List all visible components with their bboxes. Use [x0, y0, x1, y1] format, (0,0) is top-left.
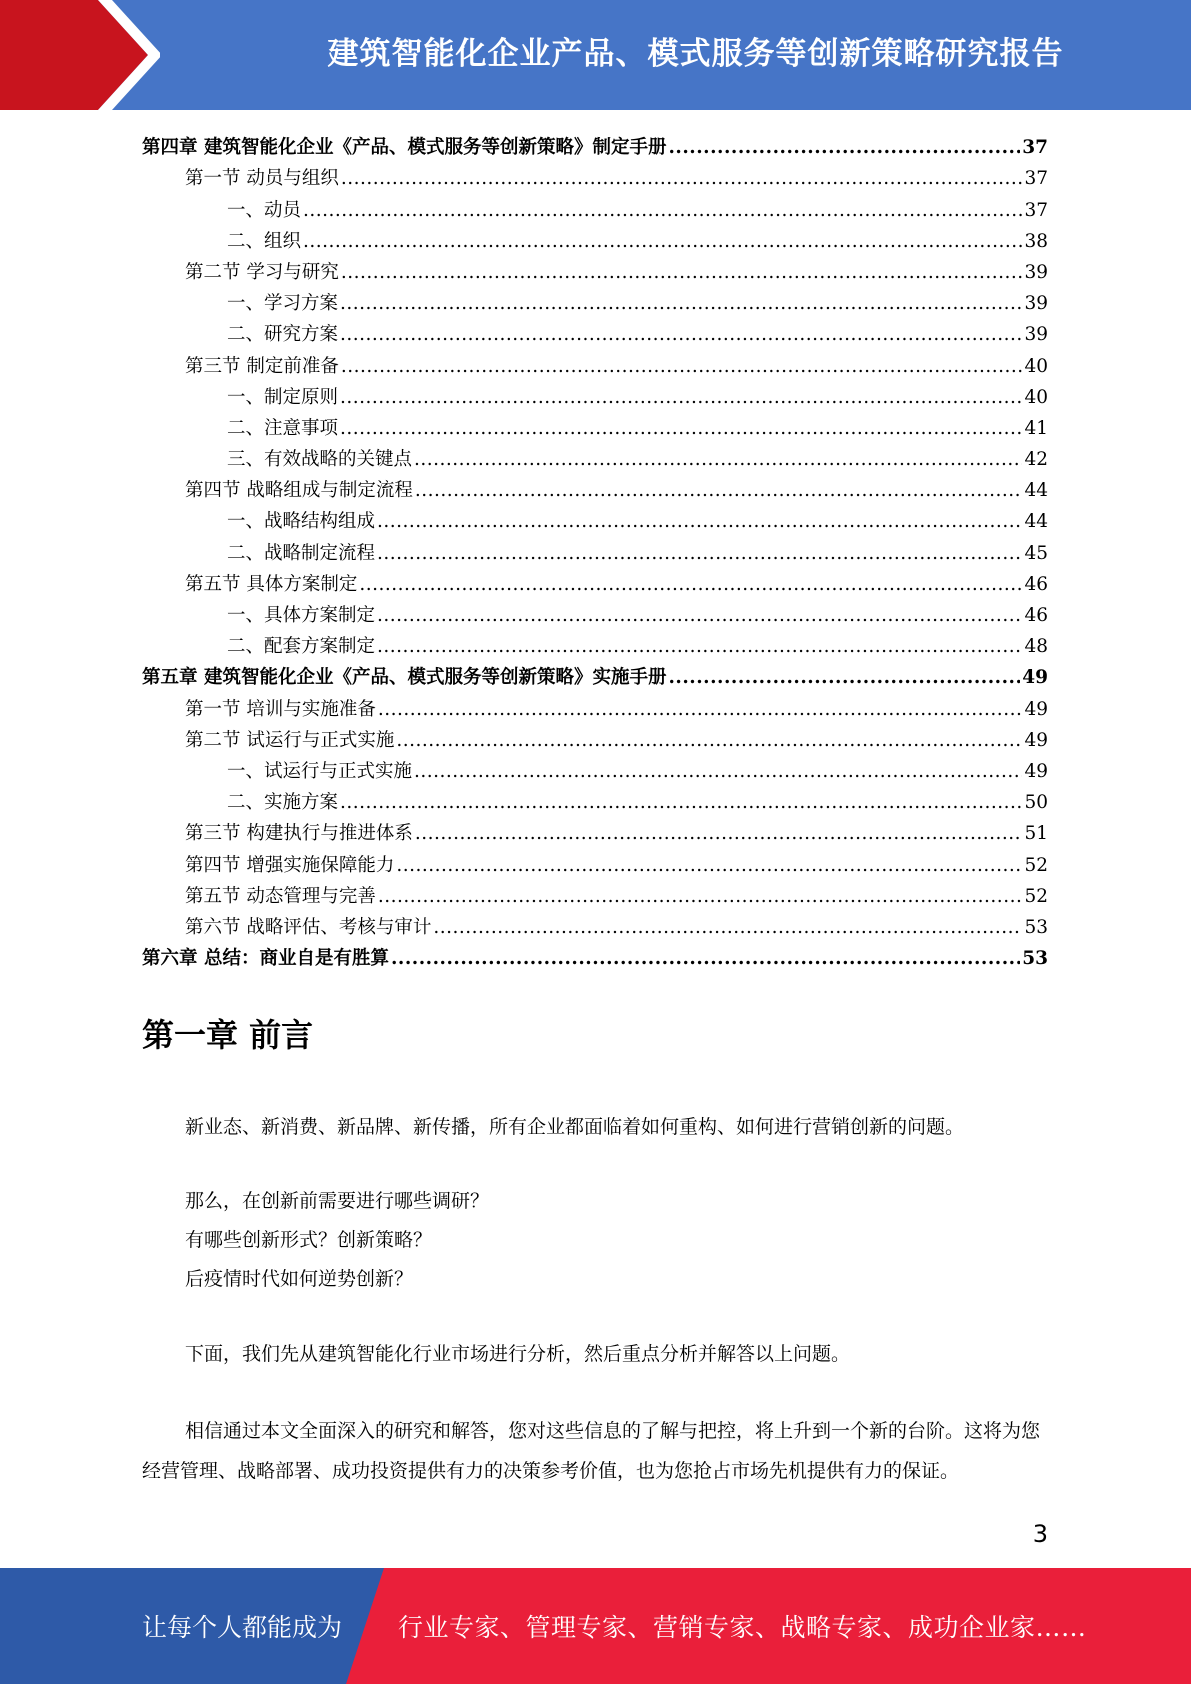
question-line: 后疫情时代如何逆势创新？ [185, 1268, 414, 1290]
toc-dot-leader [378, 699, 1023, 721]
toc-page-number: 49 [1024, 760, 1048, 782]
toc-entry-title: 二、战略制定流程 [227, 542, 376, 564]
toc-entry-title: 第六章 总结：商业自是有胜算 [142, 948, 389, 970]
toc-entry-title: 第二节 试运行与正式实施 [185, 729, 395, 751]
toc-dot-leader [303, 231, 1022, 253]
toc-dot-leader [415, 823, 1023, 845]
toc-entry-title: 第一节 培训与实施准备 [185, 698, 376, 720]
toc-subsection-entry[interactable] [142, 752, 1048, 783]
toc-entry-title: 一、战略结构组成 [227, 511, 376, 533]
toc-entry-title: 二、配套方案制定 [227, 636, 376, 658]
toc-entry-title: 二、研究方案 [227, 324, 339, 346]
toc-page-number: 52 [1024, 854, 1048, 876]
intro-paragraph: 新业态、新消费、新品牌、新传播，所有企业都面临着如何重构、如何进行营销创新的问题。 [185, 1116, 965, 1138]
toc-entry-title: 第四节 增强实施保障能力 [185, 854, 395, 876]
toc-entry-title: 第五章 建筑智能化企业《产品、模式服务等创新策略》实施手册 [142, 667, 667, 689]
toc-subsection-entry[interactable] [142, 409, 1048, 440]
toc-chapter-entry[interactable] [142, 658, 1048, 689]
page-footer [0, 1568, 1191, 1684]
toc-page-number: 51 [1024, 823, 1048, 845]
toc-dot-leader [414, 449, 1022, 471]
toc-entry-title: 二、注意事项 [227, 417, 339, 439]
toc-entry-title: 一、具体方案制定 [227, 605, 376, 626]
toc-entry-title: 一、试运行与正式实施 [227, 760, 413, 782]
toc-page-number: 49 [1024, 698, 1048, 720]
toc-page-number: 49 [1022, 667, 1048, 689]
toc-dot-leader [340, 387, 1022, 409]
toc-page-number: 53 [1024, 916, 1048, 938]
toc-section-entry[interactable] [142, 689, 1048, 720]
toc-page-number: 48 [1024, 636, 1048, 658]
toc-subsection-entry[interactable] [142, 284, 1048, 315]
toc-page-number: 37 [1022, 137, 1048, 159]
question-line: 有哪些创新形式？创新策略？ [185, 1229, 433, 1251]
toc-entry-title: 第四章 建筑智能化企业《产品、模式服务等创新策略》制定手册 [142, 137, 667, 159]
toc-entry-title: 一、学习方案 [227, 293, 339, 315]
toc-page-number: 42 [1024, 449, 1048, 471]
toc-entry-title: 第六节 战略评估、考核与审计 [185, 916, 432, 938]
toc-page-number: 39 [1024, 293, 1048, 315]
toc-dot-leader [377, 543, 1022, 565]
toc-page-number: 53 [1022, 948, 1048, 970]
toc-section-entry[interactable] [142, 253, 1048, 284]
page-header [0, 0, 1191, 110]
toc-entry-title: 第二节 学习与研究 [185, 261, 339, 283]
toc-entry-title: 一、制定原则 [227, 386, 339, 408]
header-title: 建筑智能化企业产品、模式服务等创新策略研究报告 [327, 35, 1064, 72]
toc-dot-leader [668, 137, 1020, 159]
toc-page-number: 39 [1024, 324, 1048, 346]
page-number: 3 [1032, 1520, 1048, 1548]
toc-dot-leader [396, 730, 1022, 752]
toc-entry-title: 二、实施方案 [227, 792, 339, 814]
toc-section-entry[interactable] [142, 346, 1048, 377]
toc-page-number: 40 [1024, 355, 1048, 377]
analysis-paragraph: 下面，我们先从建筑智能化行业市场进行分析，然后重点分析并解答以上问题。 [185, 1343, 851, 1365]
conclusion-paragraph: 相信通过本文全面深入的研究和解答，您对这些信息的了解与把控，将上升到一个新的台阶。这将为您经营管理、战略部署、成功投资提供有力的决策参考价值，也为您抢占市场先机提供有力的保证。 [142, 1420, 1041, 1482]
toc-dot-leader [415, 480, 1023, 502]
toc-dot-leader [391, 948, 1020, 970]
toc-dot-leader [341, 262, 1023, 284]
toc-subsection-entry[interactable] [142, 502, 1048, 533]
toc-chapter-entry[interactable] [142, 128, 1048, 159]
toc-section-entry[interactable] [142, 565, 1048, 596]
toc-entry-title: 二、组织 [227, 230, 302, 252]
toc-page-number: 37 [1024, 199, 1048, 221]
toc-entry-title: 第五节 具体方案制定 [185, 573, 358, 595]
toc-section-entry[interactable] [142, 471, 1048, 502]
toc-page-number: 45 [1024, 542, 1048, 564]
toc-section-entry[interactable] [142, 721, 1048, 752]
toc-page-number: 41 [1024, 417, 1048, 439]
toc-subsection-entry[interactable] [142, 222, 1048, 253]
toc-dot-leader [340, 418, 1022, 440]
toc-subsection-entry[interactable] [142, 783, 1048, 814]
toc-dot-leader [340, 792, 1022, 814]
toc-page-number: 44 [1024, 511, 1048, 533]
toc-dot-leader [433, 917, 1022, 939]
toc-subsection-entry[interactable] [142, 440, 1048, 471]
toc-section-entry[interactable] [142, 814, 1048, 845]
table-of-contents [142, 128, 1048, 970]
toc-chapter-entry[interactable] [142, 939, 1048, 970]
toc-dot-leader [668, 667, 1020, 689]
toc-subsection-entry[interactable] [142, 596, 1048, 627]
toc-page-number: 50 [1024, 792, 1048, 814]
toc-dot-leader [378, 886, 1023, 908]
chapter-title: 第一章 前言 [142, 1016, 314, 1054]
toc-page-number: 46 [1024, 573, 1048, 595]
toc-dot-leader [377, 511, 1022, 533]
footer-slogan-right: 行业专家、管理专家、营销专家、战略专家、成功企业家…… [398, 1613, 1087, 1642]
toc-subsection-entry[interactable] [142, 627, 1048, 658]
toc-entry-title: 一、动员 [227, 199, 302, 221]
toc-page-number: 46 [1024, 605, 1048, 626]
toc-section-entry[interactable] [142, 159, 1048, 190]
toc-page-number: 37 [1024, 168, 1048, 190]
toc-page-number: 40 [1024, 386, 1048, 408]
toc-dot-leader [340, 293, 1022, 315]
toc-dot-leader [341, 356, 1023, 378]
toc-subsection-entry[interactable] [142, 315, 1048, 346]
toc-section-entry[interactable] [142, 845, 1048, 876]
toc-entry-title: 第三节 制定前准备 [185, 355, 339, 377]
toc-page-number: 44 [1024, 480, 1048, 502]
toc-dot-leader [396, 855, 1022, 877]
toc-entry-title: 第四节 战略组成与制定流程 [185, 480, 413, 502]
toc-page-number: 39 [1024, 261, 1048, 283]
toc-section-entry[interactable] [142, 877, 1048, 908]
toc-subsection-entry[interactable] [142, 190, 1048, 221]
toc-subsection-entry[interactable] [142, 533, 1048, 564]
toc-dot-leader [303, 200, 1022, 222]
header-chevron-decoration [0, 0, 160, 110]
toc-subsection-entry[interactable] [142, 378, 1048, 409]
toc-page-number: 38 [1024, 230, 1048, 252]
toc-dot-leader [341, 168, 1023, 190]
toc-page-number: 52 [1024, 885, 1048, 907]
toc-section-entry[interactable] [142, 908, 1048, 939]
toc-page-number: 49 [1024, 729, 1048, 751]
toc-dot-leader [340, 324, 1022, 346]
toc-entry-title: 三、有效战略的关键点 [227, 449, 413, 471]
toc-dot-leader [377, 636, 1022, 658]
question-line: 那么，在创新前需要进行哪些调研？ [185, 1190, 490, 1212]
footer-slogan-left: 让每个人都能成为 [142, 1613, 343, 1642]
toc-dot-leader [359, 574, 1022, 596]
toc-entry-title: 第五节 动态管理与完善 [185, 885, 376, 907]
toc-dot-leader [414, 761, 1022, 783]
toc-entry-title: 第三节 构建执行与推进体系 [185, 823, 413, 845]
toc-dot-leader [377, 605, 1022, 627]
toc-entry-title: 第一节 动员与组织 [185, 168, 339, 190]
